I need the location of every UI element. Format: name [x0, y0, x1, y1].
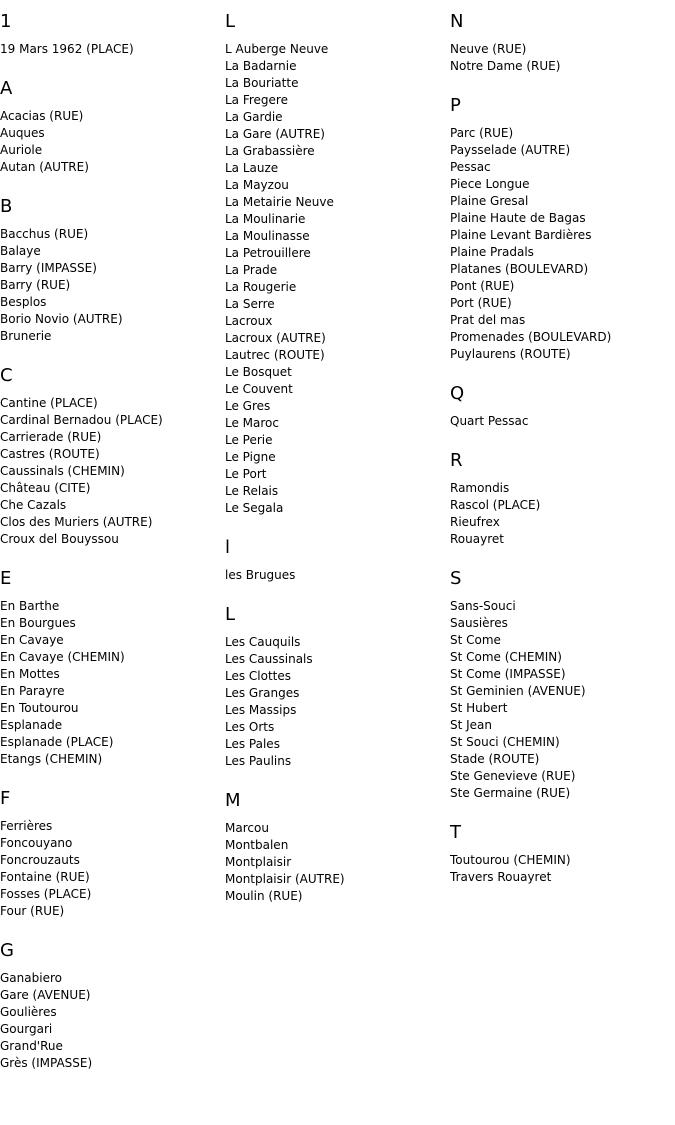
street-name: Che Cazals	[0, 498, 67, 512]
street-name: Les Orts	[225, 720, 275, 734]
street-name: En Bourgues	[0, 616, 76, 630]
letter-section	[450, 11, 675, 75]
street-name: Parc (RUE)	[450, 126, 514, 140]
street-name: La Lauze	[225, 161, 279, 175]
street-name: En Toutourou	[0, 701, 79, 715]
street-name: Les Paulins	[225, 754, 292, 768]
street-name: Plaine Levant Bardières	[450, 228, 592, 242]
street-name: Caussinals (CHEMIN)	[0, 464, 125, 478]
street-name: St Souci (CHEMIN)	[450, 735, 560, 749]
street-name: Toutourou (CHEMIN)	[450, 853, 571, 867]
street-name: Acacias (RUE)	[0, 109, 84, 123]
street-name: les Brugues	[225, 568, 296, 582]
street-name: Ste Genevieve (RUE)	[450, 769, 576, 783]
street-list	[0, 598, 225, 768]
street-name: Montbalen	[225, 838, 289, 852]
section-letter-heading: 1	[0, 11, 12, 32]
street-name: Château (CITE)	[0, 481, 91, 495]
street-name: En Cavaye (CHEMIN)	[0, 650, 125, 664]
street-list	[0, 970, 225, 1072]
letter-section	[0, 940, 225, 1072]
street-name: Clos des Muriers (AUTRE)	[0, 515, 153, 529]
letter-section	[225, 11, 450, 517]
street-name: St Jean	[450, 718, 493, 732]
street-name: Ganabiero	[0, 971, 62, 985]
street-name: Grand'Rue	[0, 1039, 63, 1053]
street-name: St Come	[450, 633, 501, 647]
street-name: La Grabassière	[225, 144, 315, 158]
street-name: Sans-Souci	[450, 599, 516, 613]
street-name: Lacroux (AUTRE)	[225, 331, 326, 345]
section-letter-heading: E	[0, 568, 12, 589]
street-name: Le Port	[225, 467, 267, 481]
street-name: Les Caussinals	[225, 652, 313, 666]
street-name: Plaine Haute de Bagas	[450, 211, 586, 225]
street-name: Le Relais	[225, 484, 279, 498]
street-name: Montplaisir (AUTRE)	[225, 872, 345, 886]
street-name: Pessac	[450, 160, 491, 174]
street-name: Cantine (PLACE)	[0, 396, 98, 410]
index-column-3	[450, 0, 675, 886]
street-list	[0, 108, 225, 176]
street-name: Auques	[0, 126, 45, 140]
street-name: Le Bosquet	[225, 365, 292, 379]
street-name: Ramondis	[450, 481, 510, 495]
street-name: La Metairie Neuve	[225, 195, 334, 209]
street-name: En Barthe	[0, 599, 60, 613]
street-list	[450, 125, 675, 363]
street-name: Foncrouzauts	[0, 853, 80, 867]
street-name: Le Pigne	[225, 450, 276, 464]
section-letter-heading: A	[0, 78, 13, 99]
letter-section	[0, 788, 225, 920]
letter-section	[0, 365, 225, 548]
street-list	[0, 226, 225, 345]
street-name: Besplos	[0, 295, 47, 309]
letter-section	[0, 196, 225, 345]
street-name: En Mottes	[0, 667, 60, 681]
street-name: Goulières	[0, 1005, 57, 1019]
street-name: Foncouyano	[0, 836, 73, 850]
street-name: Les Clottes	[225, 669, 292, 683]
street-name: Grès (IMPASSE)	[0, 1056, 93, 1070]
street-name: Ferrières	[0, 819, 53, 833]
street-name: Neuve (RUE)	[450, 42, 527, 56]
street-name: La Mayzou	[225, 178, 289, 192]
section-letter-heading: S	[450, 568, 462, 589]
street-name: Lautrec (ROUTE)	[225, 348, 325, 362]
index-column-2	[225, 0, 450, 905]
section-letter-heading: R	[450, 450, 463, 471]
letter-section	[450, 383, 675, 430]
street-list	[450, 41, 675, 75]
street-name: Travers Rouayret	[450, 870, 552, 884]
letter-section	[450, 95, 675, 363]
street-name: Prat del mas	[450, 313, 526, 327]
street-name: L Auberge Neuve	[225, 42, 329, 56]
section-letter-heading: l	[225, 537, 231, 558]
street-name: St Geminien (AVENUE)	[450, 684, 586, 698]
street-name: Piece Longue	[450, 177, 530, 191]
letter-section	[225, 604, 450, 770]
street-name: La Bouriatte	[225, 76, 299, 90]
street-name: Le Segala	[225, 501, 284, 515]
street-name: Promenades (BOULEVARD)	[450, 330, 612, 344]
street-name: Plaine Gresal	[450, 194, 529, 208]
letter-section	[0, 11, 225, 58]
street-name: Gourgari	[0, 1022, 53, 1036]
street-name: 19 Mars 1962 (PLACE)	[0, 42, 134, 56]
section-letter-heading: G	[0, 940, 14, 961]
section-letter-heading: Q	[450, 383, 465, 404]
street-name: Le Couvent	[225, 382, 293, 396]
street-name: La Moulinarie	[225, 212, 306, 226]
letter-section	[0, 568, 225, 768]
street-name: Plaine Pradals	[450, 245, 534, 259]
section-letter-heading: M	[225, 790, 241, 811]
street-name: Barry (IMPASSE)	[0, 261, 97, 275]
street-list	[450, 852, 675, 886]
street-name: Croux del Bouyssou	[0, 532, 119, 546]
street-name: Balaye	[0, 244, 41, 258]
street-list	[450, 413, 675, 430]
section-letter-heading: L	[225, 604, 236, 625]
street-name: Esplanade (PLACE)	[0, 735, 114, 749]
street-name: Ste Germaine (RUE)	[450, 786, 571, 800]
street-list	[225, 567, 450, 584]
street-name: Puylaurens (ROUTE)	[450, 347, 571, 361]
letter-section	[225, 790, 450, 905]
street-list	[450, 480, 675, 548]
street-name: Autan (AUTRE)	[0, 160, 89, 174]
letter-section	[450, 822, 675, 886]
street-name: La Gardie	[225, 110, 283, 124]
street-list	[0, 395, 225, 548]
street-name: St Hubert	[450, 701, 508, 715]
street-name: La Gare (AUTRE)	[225, 127, 325, 141]
street-name: Brunerie	[0, 329, 52, 343]
street-name: En Cavaye	[0, 633, 64, 647]
street-list	[225, 634, 450, 770]
street-name: Port (RUE)	[450, 296, 512, 310]
street-name: St Come (CHEMIN)	[450, 650, 562, 664]
street-name: Bacchus (RUE)	[0, 227, 89, 241]
street-name: Paysselade (AUTRE)	[450, 143, 571, 157]
section-letter-heading: N	[450, 11, 464, 32]
street-name: La Badarnie	[225, 59, 297, 73]
street-name: En Parayre	[0, 684, 65, 698]
index-column-1	[0, 0, 225, 1072]
street-name: Rouayret	[450, 532, 504, 546]
street-name: Sausières	[450, 616, 508, 630]
street-name: Fosses (PLACE)	[0, 887, 92, 901]
letter-section	[450, 450, 675, 548]
street-name: Les Pales	[225, 737, 280, 751]
street-list	[0, 41, 225, 58]
street-name: Castres (ROUTE)	[0, 447, 100, 461]
street-name: Rascol (PLACE)	[450, 498, 541, 512]
street-name: Fontaine (RUE)	[0, 870, 90, 884]
street-name: Les Cauquils	[225, 635, 301, 649]
street-name: Cardinal Bernadou (PLACE)	[0, 413, 163, 427]
street-name: Carrierade (RUE)	[0, 430, 102, 444]
street-name: Rieufrex	[450, 515, 500, 529]
street-name: Pont (RUE)	[450, 279, 515, 293]
street-name: La Moulinasse	[225, 229, 310, 243]
street-name: Lacroux	[225, 314, 273, 328]
letter-section	[225, 537, 450, 584]
section-letter-heading: B	[0, 196, 13, 217]
letter-section	[450, 568, 675, 802]
street-name: Esplanade	[0, 718, 63, 732]
street-name: Notre Dame (RUE)	[450, 59, 561, 73]
section-letter-heading: P	[450, 95, 461, 116]
street-list	[225, 820, 450, 905]
street-name: St Come (IMPASSE)	[450, 667, 566, 681]
street-name: Le Maroc	[225, 416, 279, 430]
section-letter-heading: F	[0, 788, 11, 809]
street-list	[450, 598, 675, 802]
street-name: Le Perie	[225, 433, 273, 447]
street-name: La Fregere	[225, 93, 288, 107]
street-name: Stade (ROUTE)	[450, 752, 540, 766]
section-letter-heading: C	[0, 365, 13, 386]
street-name: La Petrouillere	[225, 246, 311, 260]
street-name: Borio Novio (AUTRE)	[0, 312, 123, 326]
street-name: Le Gres	[225, 399, 271, 413]
section-letter-heading: T	[450, 822, 461, 843]
letter-section	[0, 78, 225, 176]
street-name: Etangs (CHEMIN)	[0, 752, 103, 766]
street-name: La Prade	[225, 263, 278, 277]
street-name: Marcou	[225, 821, 269, 835]
street-name: Auriole	[0, 143, 43, 157]
street-name: Four (RUE)	[0, 904, 65, 918]
street-name: Platanes (BOULEVARD)	[450, 262, 589, 276]
street-name: Barry (RUE)	[0, 278, 71, 292]
street-name: La Rougerie	[225, 280, 297, 294]
street-name: La Serre	[225, 297, 275, 311]
street-name: Les Massips	[225, 703, 297, 717]
street-list	[225, 41, 450, 517]
street-name: Quart Pessac	[450, 414, 529, 428]
street-name: Moulin (RUE)	[225, 889, 303, 903]
street-name: Montplaisir	[225, 855, 292, 869]
street-list	[0, 818, 225, 920]
section-letter-heading: L	[225, 11, 236, 32]
street-name: Gare (AVENUE)	[0, 988, 91, 1002]
street-name: Les Granges	[225, 686, 300, 700]
